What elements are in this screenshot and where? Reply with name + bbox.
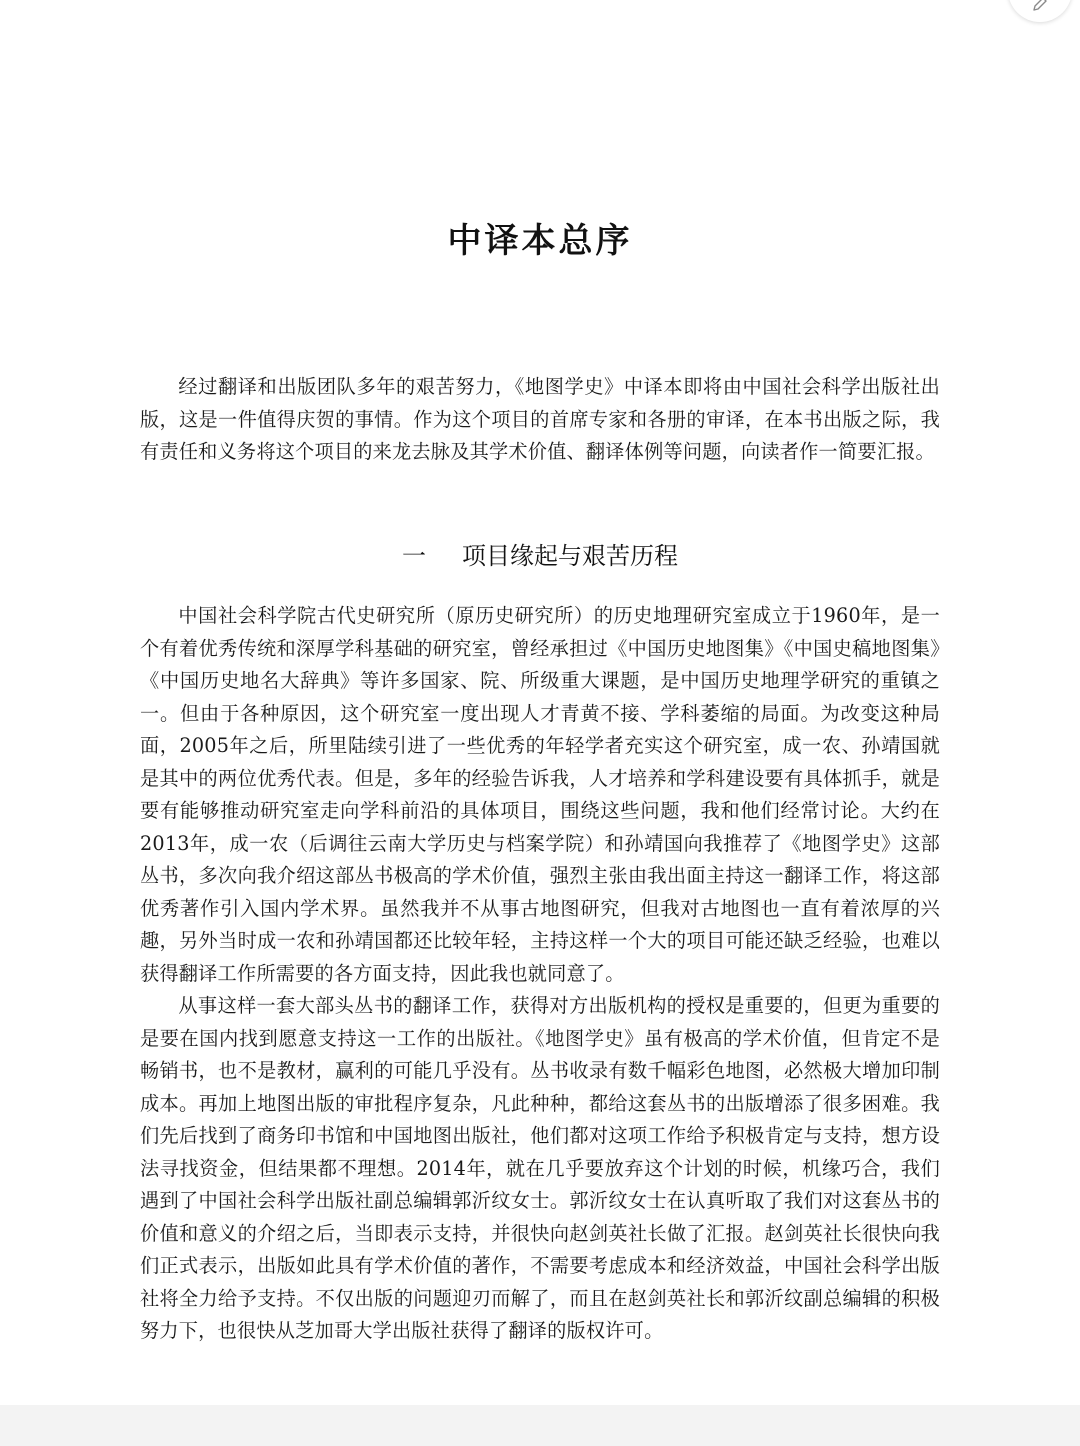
body-text xyxy=(140,600,940,1348)
body-paragraph: 中国社会科学院古代史研究所（原历史研究所）的历史地理研究室成立于1960年，是一个有着优秀传统和深厚学科基础的研究室，曾经承担过《中国历史地图集》《中国史稿地图集》《中国历史地名大辞典》等许多国家、院、所级重大课题，是中国历史地理学研究的重镇之一。但由于各种原因，这个研究室一度出现人才青黄不接、学科萎缩的局面。为改变这种局面，2005年之后，所里陆续引进了一些优秀的年轻学者充实这个研究室，成一农、孙靖国就是其中的两位优秀代表。但是，多年的经验告诉我，人才培养和学科建设要有具体抓手，就是要有能够推动研究室走向学科前沿的具体项目，围绕这些问题，我和他们经常讨论。大约在2013年，成一农（后调往云南大学历史与档案学院）和孙靖国向我推荐了《地图学史》这部丛书，多次向我介绍这部丛书极高的学术价值，强烈主张由我出面主持这一翻译工作，将这部优秀著作引入国内学术界。虽然我并不从事古地图研究，但我对古地图也一直有着浓厚的兴趣，另外当时成一农和孙靖国都还比较年轻，主持这样一个大的项目可能还缺乏经验，也难以获得翻译工作所需要的各方面支持，因此我也就同意了。 xyxy=(140,604,940,985)
intro-paragraph: 经过翻译和出版团队多年的艰苦努力，《地图学史》中译本即将由中国社会科学出版社出版，这是一件值得庆贺的事情。作为这个项目的首席专家和各册的审译，在本书出版之际，我有责任和义务将这个项目的来龙去脉及其学术价值、翻译体例等问题，向读者作一简要汇报。 xyxy=(140,375,940,463)
section-number: 一 xyxy=(402,542,426,570)
edit-icon xyxy=(1031,0,1049,14)
page-title: 中译本总序 xyxy=(447,221,633,261)
body-paragraph: 从事这样一套大部头丛书的翻译工作，获得对方出版机构的授权是重要的，但更为重要的是要在国内找到愿意支持这一工作的出版社。《地图学史》虽有极高的学术价值，但肯定不是畅销书，也不是教材，赢利的可能几乎没有。丛书收录有数千幅彩色地图，必然极大增加印制成本。再加上地图出版的审批程序复杂，凡此种种，都给这套丛书的出版增添了很多困难。我们先后找到了商务印书馆和中国地图出版社，他们都对这项工作给予积极肯定与支持，想方设法寻找资金，但结果都不理想。2014年，就在几乎要放弃这个计划的时候，机缘巧合，我们遇到了中国社会科学出版社副总编辑郭沂纹女士。郭沂纹女士在认真听取了我们对这套丛书的价值和意义的介绍之后，当即表示支持，并很快向赵剑英社长做了汇报。赵剑英社长很快向我们正式表示，出版如此具有学术价值的著作，不需要考虑成本和经济效益，中国社会科学出版社将全力给予支持。不仅出版的问题迎刃而解了，而且在赵剑英社长和郭沂纹副总编辑的积极努力下，也很快从芝加哥大学出版社获得了翻译的版权许可。 xyxy=(140,994,940,1342)
section-title: 项目缘起与艰苦历程 xyxy=(462,542,678,570)
page-corner-button[interactable] xyxy=(1008,0,1072,22)
bottom-bar xyxy=(0,1405,1080,1446)
section-heading xyxy=(0,536,1080,571)
intro-block xyxy=(140,371,940,469)
